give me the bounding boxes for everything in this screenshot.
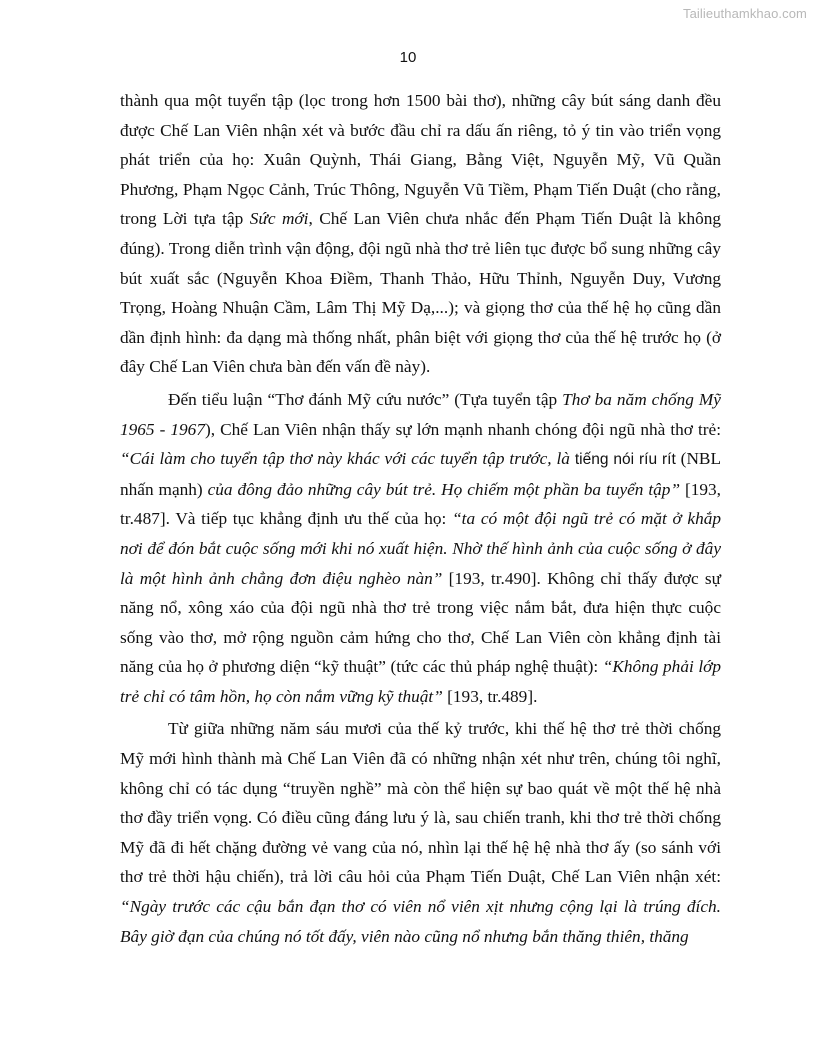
paragraph-2-text: Đến tiểu luận “Thơ đánh Mỹ cứu nước” (Tựa tuyển tập: [168, 389, 563, 409]
quotation-1: “Cái làm cho tuyển tập thơ này khác với các tuyển tập trước, là: [120, 449, 575, 469]
quotation-2: “ta có một đội ngũ trẻ có mặt ở khắp nơi để đón bắt cuộc sống mới khi nó xuất hiện. Nhờ thế hình ảnh của cuộc sống ở đây là một hình ảnh chẳng đơn điệu nghèo nàn”: [120, 509, 722, 588]
paragraph-2: [120, 385, 721, 712]
document-body: [120, 86, 721, 951]
paragraph-3: [120, 714, 721, 951]
quotation-1-cont: của đông đảo những cây bút trẻ. Họ chiếm một phần ba tuyển tập”: [207, 479, 681, 499]
paragraph-3-text: Từ giữa những năm sáu mươi của thế kỷ trước, khi thế hệ thơ trẻ thời chống Mỹ mới hình thành mà Chế Lan Viên đã có những nhận xét như trên, chúng tôi nghĩ, không chỉ có tác dụng “truyền nghề” mà còn thể hiện sự bao quát về một thế hệ nhà thơ đầy triển vọng. Có điều cũng đáng lưu ý là, sau chiến tranh, khi thơ trẻ thời chống Mỹ đã đi hết chặng đường vẻ vang của nó, nhìn lại thế hệ hệ nhà thơ ấy (so sánh với thơ trẻ thời hậu chiến), trả lời câu hỏi của Phạm Tiến Duật, Chế Lan Viên nhận xét:: [120, 719, 721, 887]
watermark-text: Tailieuthamkhao.com: [682, 6, 807, 21]
author-emphasis-note: (NBL nhấn mạnh): [120, 449, 722, 499]
emphasized-phrase: tiếng nói ríu rít: [574, 451, 676, 469]
quotation-4: “Ngày trước các cậu bắn đạn thơ có viên nổ viên xịt nhưng cộng lại là trúng đích. Bây giờ đạn của chúng nó tốt đấy, viên nào cũng nổ nhưng bắn thăng thiên, thăng: [120, 897, 721, 946]
citation-489: [193, tr.489].: [442, 686, 538, 706]
paragraph-1: [120, 86, 721, 382]
paragraph-1-text-cont: , Chế Lan Viên chưa nhắc đến Phạm Tiến Duật là không đúng). Trong diễn trình vận động, đội ngũ nhà thơ trẻ liên tục được bổ sung những cây bút xuất sắc (Nguyễn Khoa Điềm, Thanh Thảo, Hữu Thỉnh, Nguyễn Duy, Vương Trọng, Hoàng Nhuận Cầm, Lâm Thị Mỹ Dạ,...); và giọng thơ của thế hệ họ cũng dần dần định hình: đa dạng mà thống nhất, phân biệt với giọng thơ của thế hệ trước họ (ở đây Chế Lan Viên chưa bàn đến vấn đề này).: [120, 209, 722, 377]
page-number: 10: [399, 49, 417, 66]
citation-487: [193, tr.487]. Và tiếp tục khẳng định ưu thế của họ:: [120, 479, 721, 529]
paragraph-1-text: thành qua một tuyển tập (lọc trong hơn 1500 bài thơ), những cây bút sáng danh đều được Chế Lan Viên nhận xét và bước đầu chỉ ra dấu ấn riêng, tỏ ý tin vào triển vọng phát triển của họ: Xuân Quỳnh, Thái Giang, Bằng Việt, Nguyễn Mỹ, Vũ Quần Phương, Phạm Ngọc Cảnh, Trúc Thông, Nguyễn Vũ Tiềm, Phạm Tiến Duật (cho rằng, trong Lời tựa tập: [120, 91, 721, 229]
book-title-suc-moi: Sức mới: [249, 209, 309, 229]
book-title-tho-ba-nam: Thơ ba năm chống Mỹ 1965 - 1967: [120, 389, 721, 439]
quotation-3: “Không phải lớp trẻ chỉ có tâm hồn, họ còn nắm vững kỹ thuật”: [120, 657, 721, 706]
citation-490: [193, tr.490]. Không chỉ thấy được sự năng nổ, xông xáo của đội ngũ nhà thơ trẻ trong việc nắm bắt, đưa hiện thực cuộc sống vào thơ, mở rộng nguồn cảm hứng cho thơ, Chế Lan Viên còn khẳng định tài năng của họ ở phương diện “kỹ thuật” (tức các thủ pháp nghệ thuật):: [120, 568, 722, 677]
paragraph-2-text-cont: ), Chế Lan Viên nhận thấy sự lớn mạnh nhanh chóng đội ngũ nhà thơ trẻ:: [204, 419, 722, 439]
